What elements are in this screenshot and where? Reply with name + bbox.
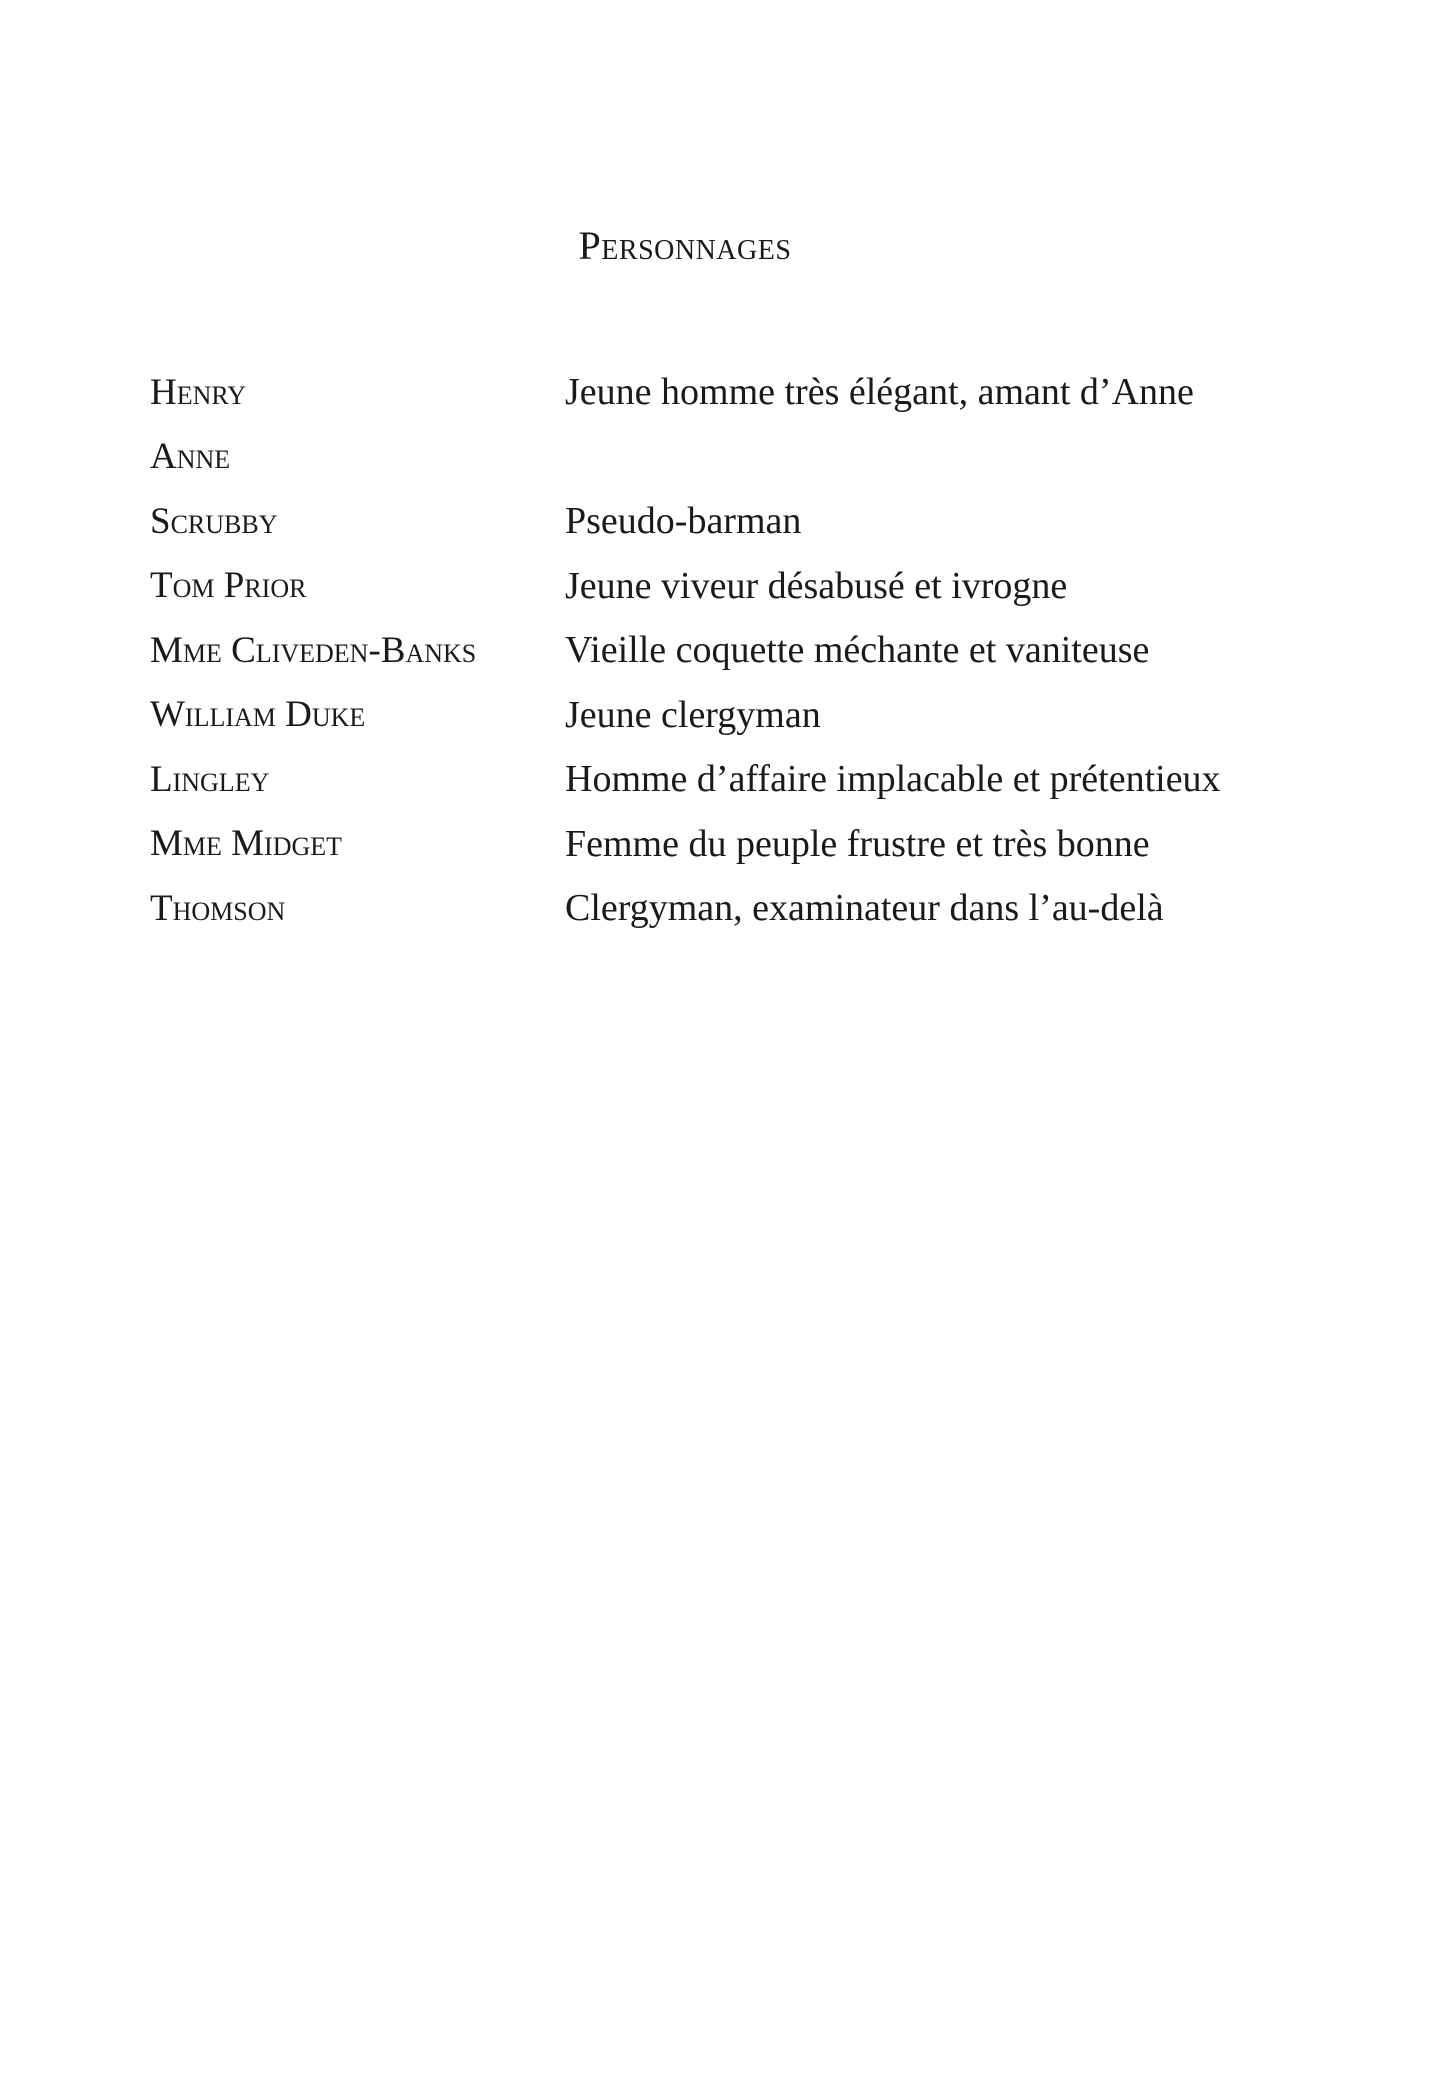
character-description: Pseudo-barman	[565, 500, 802, 543]
character-name: Mme Midget	[150, 823, 343, 865]
character-name: Mme Cliveden-Banks	[150, 629, 477, 671]
character-name: Lingley	[150, 758, 270, 800]
character-description: Jeune viveur désabusé et ivrogne	[565, 564, 1068, 607]
cast-list	[150, 360, 1300, 941]
character-name: Anne	[150, 436, 231, 478]
cast-row	[150, 876, 1300, 941]
character-description: Vieille coquette méchante et vaniteuse	[565, 629, 1150, 672]
cast-row	[150, 425, 1300, 490]
page-title: Personnages	[578, 223, 792, 268]
character-name: Henry	[150, 371, 247, 413]
cast-row	[150, 812, 1300, 877]
character-description: Homme d’affaire implacable et prétentieux	[565, 758, 1221, 801]
cast-row	[150, 747, 1300, 812]
character-name: Thomson	[150, 887, 286, 929]
cast-row	[150, 489, 1300, 554]
character-name: Scrubby	[150, 500, 278, 542]
character-description: Clergyman, examinateur dans l’au-delà	[565, 887, 1164, 930]
cast-row	[150, 683, 1300, 748]
cast-row	[150, 360, 1300, 425]
character-name: Tom Prior	[150, 565, 307, 607]
character-name: William Duke	[150, 694, 366, 736]
character-description: Jeune homme très élégant, amant d’Anne	[565, 371, 1194, 414]
character-description: Femme du peuple frustre et très bonne	[565, 822, 1150, 865]
cast-row	[150, 618, 1300, 683]
character-description: Jeune clergyman	[565, 693, 821, 736]
cast-row	[150, 554, 1300, 619]
